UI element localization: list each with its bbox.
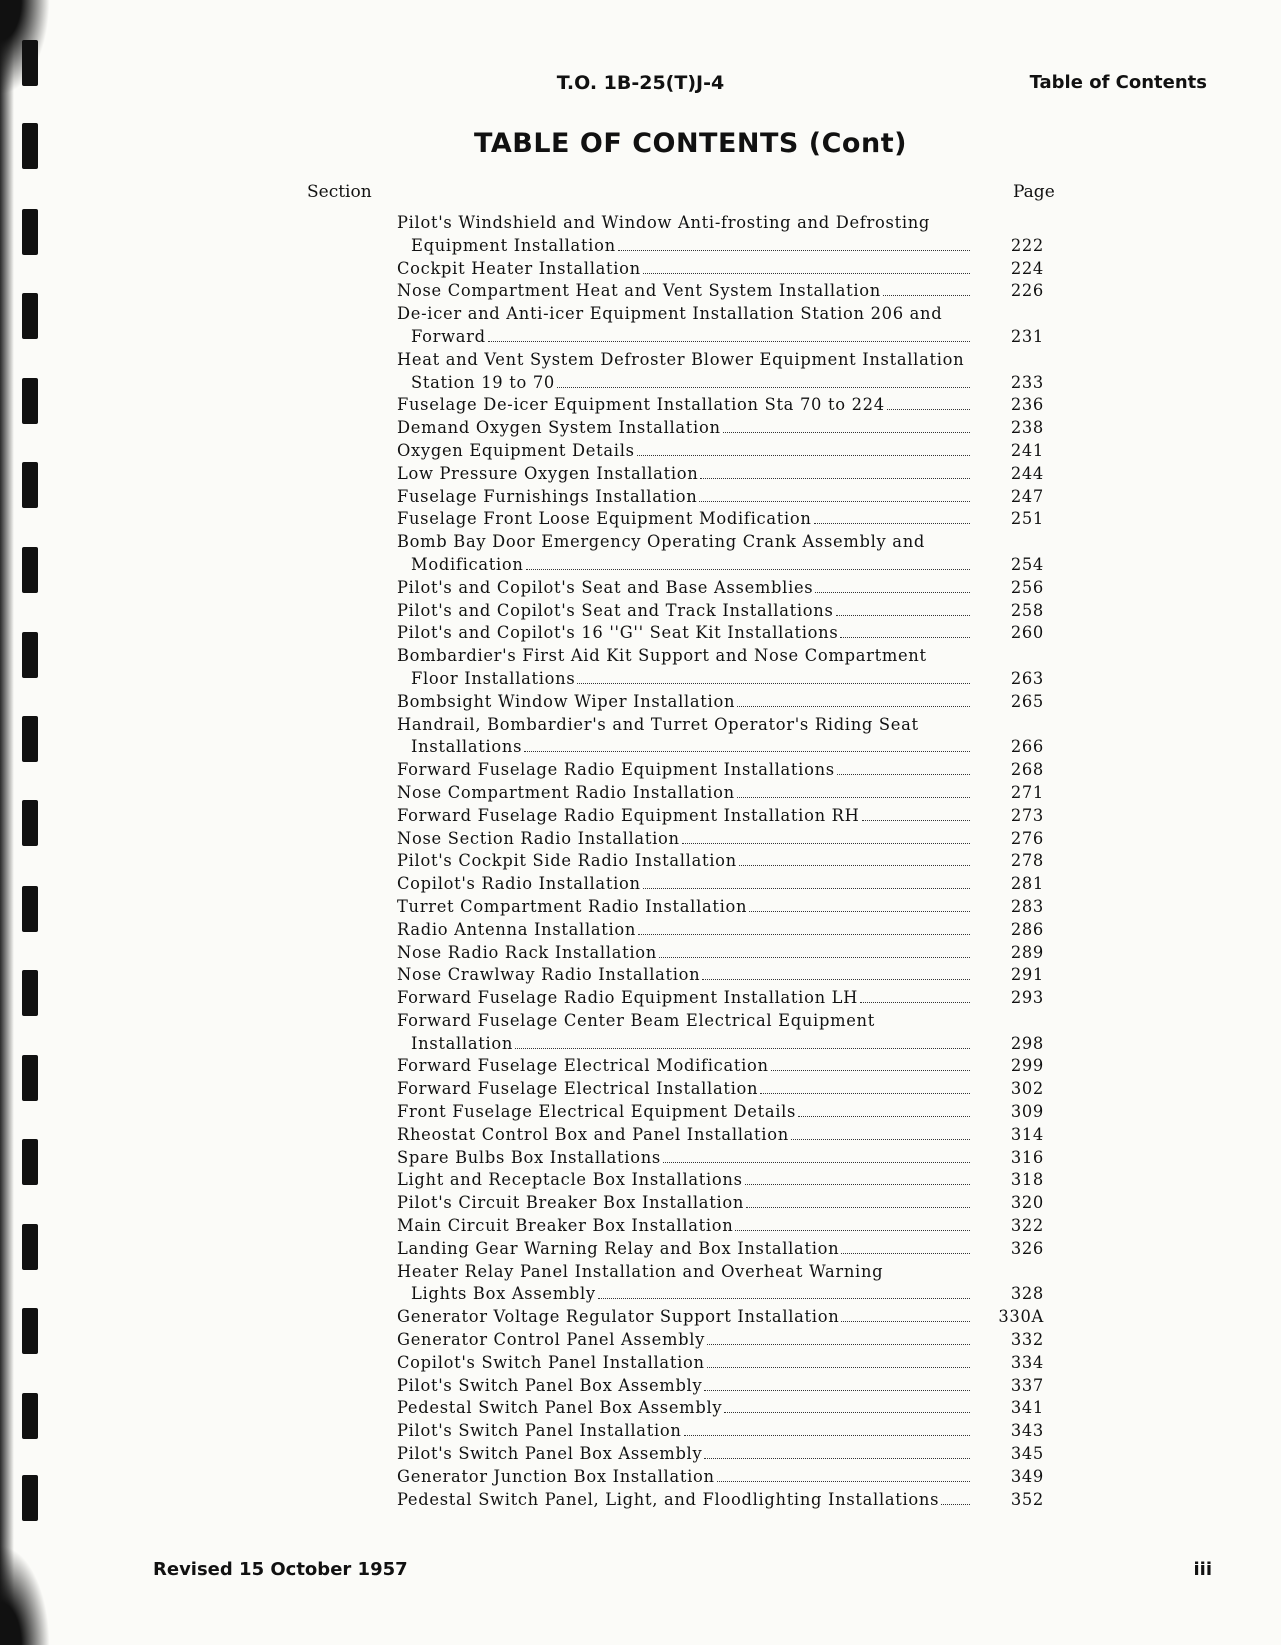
toc-page-number: 236 bbox=[1010, 395, 1044, 415]
dot-leader bbox=[841, 1238, 970, 1254]
toc-entry bbox=[397, 1489, 1062, 1512]
page-title: TABLE OF CONTENTS (Cont) bbox=[474, 128, 907, 159]
dot-leader bbox=[771, 1055, 970, 1071]
toc-page-number: 222 bbox=[1010, 235, 1044, 255]
toc-line bbox=[397, 1147, 1062, 1170]
column-header-page: Page bbox=[1013, 182, 1055, 202]
binder-hole bbox=[22, 462, 38, 508]
toc-line bbox=[397, 1010, 1062, 1033]
toc-page-number: 283 bbox=[1010, 896, 1044, 916]
toc-page-number: 254 bbox=[1010, 554, 1044, 574]
toc-entry bbox=[397, 828, 1062, 851]
binder-hole bbox=[22, 1139, 38, 1185]
toc-entry-title: Demand Oxygen System Installation bbox=[397, 418, 721, 438]
dot-leader bbox=[526, 554, 970, 570]
dot-leader bbox=[836, 600, 970, 616]
toc-entry bbox=[397, 486, 1062, 509]
dot-leader bbox=[737, 691, 970, 707]
toc-line bbox=[397, 1169, 1062, 1192]
toc-entry-title: Fuselage De-icer Equipment Installation Sta 70 to 224 bbox=[397, 395, 885, 415]
toc-entry-title: Generator Voltage Regulator Support Installation bbox=[397, 1307, 840, 1327]
toc-entry-title: Turret Compartment Radio Installation bbox=[397, 896, 748, 916]
toc-entry bbox=[397, 212, 1062, 258]
dot-leader bbox=[815, 577, 970, 593]
dot-leader bbox=[723, 417, 970, 433]
column-header-section: Section bbox=[307, 182, 372, 202]
toc-line bbox=[397, 805, 1062, 828]
dot-leader bbox=[837, 759, 970, 775]
toc-page-number: 268 bbox=[1010, 760, 1044, 780]
dot-leader bbox=[887, 394, 970, 410]
toc-line bbox=[397, 554, 1062, 577]
binder-hole bbox=[22, 1475, 38, 1521]
toc-entry-title: Lights Box Assembly bbox=[411, 1284, 596, 1304]
dot-leader bbox=[704, 1443, 970, 1459]
toc-page-number: 314 bbox=[1010, 1124, 1044, 1144]
toc-line bbox=[397, 577, 1062, 600]
toc-entry bbox=[397, 964, 1062, 987]
dot-leader bbox=[760, 1078, 970, 1094]
binder-hole bbox=[22, 1055, 38, 1101]
toc-entry-title: Fuselage Furnishings Installation bbox=[397, 486, 698, 506]
toc-line bbox=[397, 280, 1062, 303]
toc-entry-title: Main Circuit Breaker Box Installation bbox=[397, 1216, 734, 1236]
binder-hole bbox=[22, 547, 38, 593]
dot-leader bbox=[702, 964, 970, 980]
toc-page-number: 251 bbox=[1010, 509, 1044, 529]
toc-list bbox=[397, 212, 1062, 1511]
toc-entry bbox=[397, 1352, 1062, 1375]
dot-leader bbox=[860, 987, 970, 1003]
toc-line bbox=[397, 782, 1062, 805]
toc-page-number: 271 bbox=[1010, 782, 1044, 802]
dot-leader bbox=[840, 622, 970, 638]
dot-leader bbox=[745, 1169, 970, 1185]
dot-leader bbox=[682, 828, 970, 844]
toc-line bbox=[397, 759, 1062, 782]
toc-page-number: 309 bbox=[1010, 1102, 1044, 1122]
dot-leader bbox=[717, 1466, 970, 1482]
toc-entry-title: Forward Fuselage Electrical Installation bbox=[397, 1079, 759, 1099]
toc-line bbox=[397, 463, 1062, 486]
toc-entry-title: Bomb Bay Door Emergency Operating Crank Assembly and bbox=[397, 532, 926, 552]
page-number: iii bbox=[1193, 1559, 1212, 1580]
toc-page-number: 330A bbox=[998, 1307, 1044, 1327]
dot-leader bbox=[699, 486, 970, 502]
toc-entry-title: Nose Radio Rack Installation bbox=[397, 942, 657, 962]
dot-leader bbox=[749, 896, 970, 912]
toc-line bbox=[397, 1192, 1062, 1215]
toc-entry bbox=[397, 600, 1062, 623]
binder-hole bbox=[22, 800, 38, 846]
toc-page-number: 345 bbox=[1010, 1444, 1044, 1464]
toc-page-number: 298 bbox=[1010, 1033, 1044, 1053]
toc-entry-title: Pedestal Switch Panel, Light, and Floodlighting Installations bbox=[397, 1489, 940, 1509]
toc-entry-title: Pilot's Switch Panel Box Assembly bbox=[397, 1375, 703, 1395]
toc-page-number: 273 bbox=[1010, 805, 1044, 825]
toc-page-number: 276 bbox=[1010, 828, 1044, 848]
toc-line bbox=[397, 212, 1062, 235]
toc-entry-title: Pilot's Switch Panel Box Assembly bbox=[397, 1444, 703, 1464]
binder-hole bbox=[22, 1393, 38, 1439]
dot-leader bbox=[488, 326, 970, 342]
dot-leader bbox=[883, 280, 970, 296]
toc-entry-title: Floor Installations bbox=[411, 668, 576, 688]
dot-leader bbox=[841, 1306, 970, 1322]
toc-line bbox=[397, 873, 1062, 896]
toc-entry bbox=[397, 987, 1062, 1010]
toc-entry-title: Bombardier's First Aid Kit Support and Nose Compartment bbox=[397, 646, 927, 666]
toc-page-number: 316 bbox=[1010, 1147, 1044, 1167]
toc-page-number: 343 bbox=[1010, 1421, 1044, 1441]
toc-page-number: 265 bbox=[1010, 691, 1044, 711]
toc-entry-title: Rheostat Control Box and Panel Installation bbox=[397, 1124, 789, 1144]
toc-page-number: 293 bbox=[1010, 988, 1044, 1008]
toc-entry bbox=[397, 1147, 1062, 1170]
toc-entry bbox=[397, 1397, 1062, 1420]
toc-line bbox=[397, 964, 1062, 987]
toc-entry bbox=[397, 1101, 1062, 1124]
toc-entry bbox=[397, 1466, 1062, 1489]
toc-entry bbox=[397, 759, 1062, 782]
toc-entry-title: Forward Fuselage Radio Equipment Installation RH bbox=[397, 805, 860, 825]
toc-entry-title: Heater Relay Panel Installation and Overheat Warning bbox=[397, 1261, 884, 1281]
toc-page-number: 226 bbox=[1010, 281, 1044, 301]
toc-entry bbox=[397, 280, 1062, 303]
dot-leader bbox=[700, 463, 970, 479]
binder-hole bbox=[22, 632, 38, 678]
dot-leader bbox=[798, 1101, 970, 1117]
toc-line bbox=[397, 1443, 1062, 1466]
toc-page-number: 326 bbox=[1010, 1238, 1044, 1258]
toc-entry-title: Forward Fuselage Radio Equipment Installation LH bbox=[397, 988, 859, 1008]
toc-page-number: 244 bbox=[1010, 463, 1044, 483]
revision-date: Revised 15 October 1957 bbox=[153, 1559, 408, 1580]
toc-line bbox=[397, 896, 1062, 919]
toc-entry bbox=[397, 1192, 1062, 1215]
toc-entry-title: Low Pressure Oxygen Installation bbox=[397, 463, 699, 483]
toc-page-number: 263 bbox=[1010, 668, 1044, 688]
dot-leader bbox=[814, 508, 970, 524]
dot-leader bbox=[659, 942, 970, 958]
toc-line bbox=[397, 942, 1062, 965]
dot-leader bbox=[515, 1033, 970, 1049]
toc-line bbox=[397, 1078, 1062, 1101]
toc-page-number: 281 bbox=[1010, 874, 1044, 894]
toc-line bbox=[397, 1329, 1062, 1352]
toc-entry-title: Fuselage Front Loose Equipment Modification bbox=[397, 509, 812, 529]
toc-line bbox=[397, 1261, 1062, 1284]
page-corner-shadow-bottom bbox=[0, 1545, 50, 1645]
toc-page-number: 238 bbox=[1010, 418, 1044, 438]
toc-entry bbox=[397, 463, 1062, 486]
toc-entry-title: Pilot's and Copilot's 16 ''G'' Seat Kit Installations bbox=[397, 623, 839, 643]
toc-entry-title: Front Fuselage Electrical Equipment Details bbox=[397, 1102, 797, 1122]
dot-leader bbox=[643, 873, 970, 889]
binder-hole bbox=[22, 716, 38, 762]
toc-entry bbox=[397, 1055, 1062, 1078]
toc-entry bbox=[397, 919, 1062, 942]
toc-line bbox=[397, 1375, 1062, 1398]
toc-line bbox=[397, 828, 1062, 851]
toc-page-number: 291 bbox=[1010, 965, 1044, 985]
toc-page-number: 332 bbox=[1010, 1330, 1044, 1350]
toc-page-number: 318 bbox=[1010, 1170, 1044, 1190]
toc-entry-title: Forward bbox=[411, 326, 486, 346]
toc-entry-title: Spare Bulbs Box Installations bbox=[397, 1147, 661, 1167]
toc-entry bbox=[397, 1169, 1062, 1192]
toc-entry bbox=[397, 531, 1062, 577]
toc-page-number: 299 bbox=[1010, 1056, 1044, 1076]
toc-page-number: 233 bbox=[1010, 372, 1044, 392]
dot-leader bbox=[735, 1215, 970, 1231]
toc-page-number: 352 bbox=[1010, 1489, 1044, 1509]
toc-entry-title: Generator Control Panel Assembly bbox=[397, 1330, 706, 1350]
toc-entry-title: Installation bbox=[411, 1033, 514, 1053]
toc-line bbox=[397, 1397, 1062, 1420]
toc-entry bbox=[397, 1443, 1062, 1466]
toc-line bbox=[397, 486, 1062, 509]
dot-leader bbox=[638, 919, 970, 935]
toc-entry-title: Pilot's Windshield and Window Anti-frosting and Defrosting bbox=[397, 213, 931, 232]
toc-page-number: 241 bbox=[1010, 440, 1044, 460]
toc-line bbox=[397, 349, 1062, 372]
dot-leader bbox=[618, 235, 970, 251]
dot-leader bbox=[739, 850, 970, 866]
toc-page-number: 302 bbox=[1010, 1079, 1044, 1099]
toc-entry bbox=[397, 1215, 1062, 1238]
running-header: Table of Contents bbox=[1029, 72, 1207, 93]
toc-line bbox=[397, 600, 1062, 623]
dot-leader bbox=[862, 805, 971, 821]
toc-entry-title: Light and Receptacle Box Installations bbox=[397, 1170, 743, 1190]
toc-entry-title: Forward Fuselage Radio Equipment Installations bbox=[397, 760, 835, 780]
toc-entry-title: Copilot's Switch Panel Installation bbox=[397, 1352, 705, 1372]
toc-entry-title: Generator Junction Box Installation bbox=[397, 1466, 715, 1486]
toc-line bbox=[397, 714, 1062, 737]
toc-page-number: 260 bbox=[1010, 623, 1044, 643]
binder-hole bbox=[22, 886, 38, 932]
toc-entry bbox=[397, 942, 1062, 965]
toc-entry bbox=[397, 1010, 1062, 1056]
toc-entry bbox=[397, 850, 1062, 873]
toc-line bbox=[397, 440, 1062, 463]
toc-entry bbox=[397, 1124, 1062, 1147]
toc-entry-title: Pedestal Switch Panel Box Assembly bbox=[397, 1398, 723, 1418]
toc-line bbox=[397, 1238, 1062, 1261]
toc-entry bbox=[397, 691, 1062, 714]
toc-entry bbox=[397, 873, 1062, 896]
toc-entry-title: Forward Fuselage Center Beam Electrical Equipment bbox=[397, 1010, 875, 1030]
toc-entry-title: Heat and Vent System Defroster Blower Equipment Installation bbox=[397, 349, 965, 369]
toc-line bbox=[397, 1489, 1062, 1512]
toc-page-number: 334 bbox=[1010, 1352, 1044, 1372]
toc-page-number: 258 bbox=[1010, 600, 1044, 620]
toc-page-number: 224 bbox=[1010, 258, 1044, 278]
toc-line bbox=[397, 1215, 1062, 1238]
toc-line bbox=[397, 303, 1062, 326]
toc-line bbox=[397, 1420, 1062, 1443]
dot-leader bbox=[724, 1397, 970, 1413]
toc-entry-title: Pilot's Switch Panel Installation bbox=[397, 1421, 682, 1441]
toc-line bbox=[397, 508, 1062, 531]
toc-line bbox=[397, 622, 1062, 645]
toc-line bbox=[397, 417, 1062, 440]
toc-page-number: 341 bbox=[1010, 1398, 1044, 1418]
binder-hole bbox=[22, 378, 38, 424]
toc-entry-title: Pilot's and Copilot's Seat and Track Installations bbox=[397, 600, 834, 620]
dot-leader bbox=[663, 1147, 970, 1163]
toc-line bbox=[397, 1033, 1062, 1056]
toc-entry bbox=[397, 1375, 1062, 1398]
toc-page-number: 349 bbox=[1010, 1466, 1044, 1486]
dot-leader bbox=[577, 668, 970, 684]
toc-line bbox=[397, 1466, 1062, 1489]
dot-leader bbox=[941, 1489, 970, 1505]
toc-page-number: 289 bbox=[1010, 942, 1044, 962]
toc-entry-title: Cockpit Heater Installation bbox=[397, 258, 641, 278]
toc-entry-title: Forward Fuselage Electrical Modification bbox=[397, 1056, 769, 1076]
toc-entry bbox=[397, 1306, 1062, 1329]
toc-line bbox=[397, 1283, 1062, 1306]
toc-entry-title: Oxygen Equipment Details bbox=[397, 440, 635, 460]
toc-line bbox=[397, 1124, 1062, 1147]
dot-leader bbox=[598, 1283, 970, 1299]
toc-page-number: 247 bbox=[1010, 486, 1044, 506]
toc-line bbox=[397, 1055, 1062, 1078]
binder-hole bbox=[22, 1224, 38, 1270]
toc-entry bbox=[397, 440, 1062, 463]
toc-entry-title: Bombsight Window Wiper Installation bbox=[397, 691, 736, 711]
toc-entry-title: Radio Antenna Installation bbox=[397, 919, 637, 939]
toc-page-number: 256 bbox=[1010, 577, 1044, 597]
toc-entry bbox=[397, 896, 1062, 919]
toc-entry-title: Equipment Installation bbox=[411, 235, 616, 255]
toc-entry bbox=[397, 577, 1062, 600]
toc-entry bbox=[397, 417, 1062, 440]
toc-entry-title: Pilot's Circuit Breaker Box Installation bbox=[397, 1193, 745, 1213]
toc-entry bbox=[397, 394, 1062, 417]
toc-line bbox=[397, 1306, 1062, 1329]
toc-entry-title: Landing Gear Warning Relay and Box Installation bbox=[397, 1238, 840, 1258]
toc-line bbox=[397, 258, 1062, 281]
toc-entry bbox=[397, 714, 1062, 760]
binding-edge-shadow bbox=[0, 0, 14, 1645]
dot-leader bbox=[746, 1192, 970, 1208]
toc-entry bbox=[397, 303, 1062, 349]
toc-line bbox=[397, 531, 1062, 554]
toc-entry bbox=[397, 349, 1062, 395]
toc-page-number: 278 bbox=[1010, 851, 1044, 871]
toc-line bbox=[397, 394, 1062, 417]
toc-line bbox=[397, 987, 1062, 1010]
toc-entry bbox=[397, 1078, 1062, 1101]
binder-hole bbox=[22, 1308, 38, 1354]
dot-leader bbox=[684, 1420, 970, 1436]
dot-leader bbox=[707, 1352, 970, 1368]
toc-page-number: 337 bbox=[1010, 1375, 1044, 1395]
toc-line bbox=[397, 326, 1062, 349]
dot-leader bbox=[524, 736, 970, 752]
toc-entry bbox=[397, 1420, 1062, 1443]
toc-page-number: 328 bbox=[1010, 1284, 1044, 1304]
dot-leader bbox=[791, 1124, 970, 1140]
toc-entry-title: Nose Compartment Radio Installation bbox=[397, 782, 735, 802]
binder-hole bbox=[22, 209, 38, 255]
toc-entry-title: Nose Crawlway Radio Installation bbox=[397, 965, 701, 985]
toc-line bbox=[397, 691, 1062, 714]
toc-entry bbox=[397, 258, 1062, 281]
toc-entry bbox=[397, 1329, 1062, 1352]
toc-page-number: 286 bbox=[1010, 919, 1044, 939]
toc-entry-title: Handrail, Bombardier's and Turret Operator's Riding Seat bbox=[397, 714, 919, 734]
toc-line bbox=[397, 736, 1062, 759]
toc-entry-title: Copilot's Radio Installation bbox=[397, 874, 641, 894]
toc-entry-title: De-icer and Anti-icer Equipment Installation Station 206 and bbox=[397, 304, 943, 324]
toc-page-number: 320 bbox=[1010, 1193, 1044, 1213]
toc-line bbox=[397, 645, 1062, 668]
toc-line bbox=[397, 919, 1062, 942]
toc-entry bbox=[397, 645, 1062, 691]
toc-entry-title: Installations bbox=[411, 737, 523, 757]
toc-entry bbox=[397, 805, 1062, 828]
toc-entry bbox=[397, 508, 1062, 531]
dot-leader bbox=[737, 782, 970, 798]
toc-entry bbox=[397, 622, 1062, 645]
toc-line bbox=[397, 1352, 1062, 1375]
toc-entry-title: Nose Compartment Heat and Vent System Installation bbox=[397, 281, 881, 301]
toc-entry bbox=[397, 1261, 1062, 1307]
binder-hole bbox=[22, 970, 38, 1016]
toc-page-number: 231 bbox=[1010, 326, 1044, 346]
toc-entry bbox=[397, 1238, 1062, 1261]
toc-line bbox=[397, 668, 1062, 691]
dot-leader bbox=[643, 258, 970, 274]
toc-entry-title: Station 19 to 70 bbox=[411, 372, 555, 392]
dot-leader bbox=[557, 372, 970, 388]
toc-entry bbox=[397, 782, 1062, 805]
toc-entry-title: Pilot's Cockpit Side Radio Installation bbox=[397, 851, 737, 871]
toc-page-number: 322 bbox=[1010, 1216, 1044, 1236]
toc-entry-title: Modification bbox=[411, 554, 524, 574]
toc-entry-title: Nose Section Radio Installation bbox=[397, 828, 680, 848]
dot-leader bbox=[707, 1329, 970, 1345]
toc-page-number: 266 bbox=[1010, 737, 1044, 757]
toc-line bbox=[397, 235, 1062, 258]
binder-hole bbox=[22, 293, 38, 339]
toc-line bbox=[397, 850, 1062, 873]
dot-leader bbox=[704, 1375, 970, 1391]
toc-line bbox=[397, 372, 1062, 395]
dot-leader bbox=[637, 440, 970, 456]
toc-entry-title: Pilot's and Copilot's Seat and Base Assemblies bbox=[397, 577, 814, 597]
toc-line bbox=[397, 1101, 1062, 1124]
document-id: T.O. 1B-25(T)J-4 bbox=[556, 72, 725, 94]
